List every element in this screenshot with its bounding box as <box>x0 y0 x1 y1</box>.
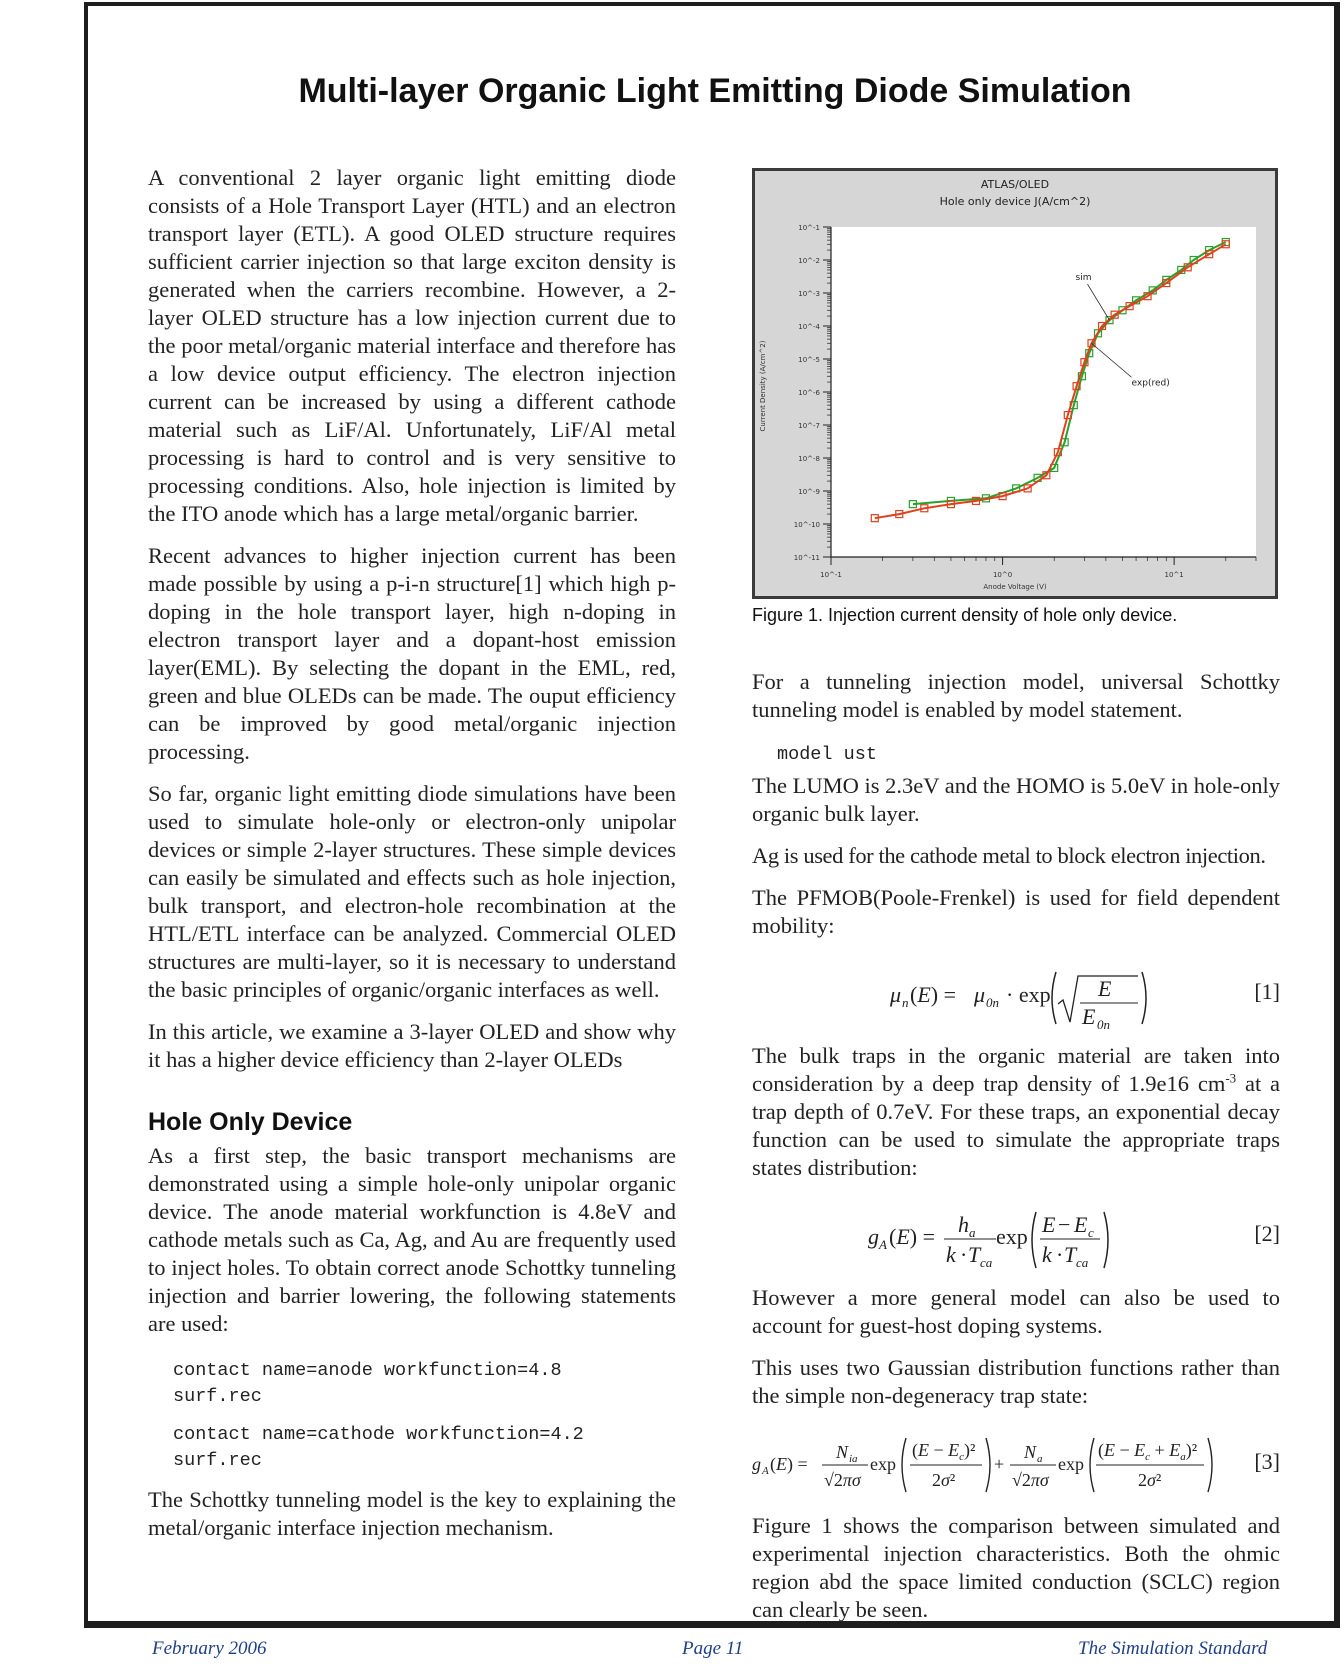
svg-text:N: N <box>836 1442 849 1462</box>
svg-text:N: N <box>1024 1442 1037 1462</box>
paragraph: As a first step, the basic transport mechanisms are demonstrated using a simple hole-only unipolar organic device. The anode material workfunction is 4.8eV and cathode metals such as Ca, Ag, and Au are frequently used to inject holes. To obtain correct anode Schottky tunneling injection and barrier lowering, the following statements are used: <box>148 1143 676 1336</box>
svg-text:·: · <box>960 1242 968 1267</box>
equation-number: [1] <box>1254 979 1280 1004</box>
paragraph: The LUMO is 2.3eV and the HOMO is 5.0eV in hole-only organic bulk layer. <box>752 773 1280 826</box>
svg-text:−: − <box>1058 1212 1071 1237</box>
paragraph: So far, organic light emitting diode simulations have been used to simulate hole-only or electron-only unipolar devices or simple 2-layer structures. These simple devices can easily be simulated and effects such as hole injection, bulk transport, and electron-hole recombination at the HTL/ETL interface can be analyzed. Commercial OLED structures are multi-layer, so it is necessary to understand the basic principles of organic/organic interfaces as well. <box>148 781 676 1002</box>
svg-text:(E) =: (E) = <box>889 1224 936 1249</box>
svg-text:ca: ca <box>1076 1255 1089 1270</box>
equation-1 <box>752 954 1280 1030</box>
text-span: at a trap depth of 0.7eV. For these traps, an exponential decay function can be used to simulate the appropriate traps states distribution: <box>752 1071 1280 1180</box>
svg-text:(E − Ec + Ea)²: $(E - E_c + E_a)^2$ <box>1098 1440 1198 1463</box>
svg-text:a: a <box>969 1225 976 1240</box>
svg-text:A: A <box>879 1237 887 1252</box>
y-tick-label: 10^-1 <box>798 224 820 232</box>
svg-text:μ: μ <box>974 982 986 1007</box>
left-column <box>148 164 676 1556</box>
svg-text:n: n <box>902 995 909 1010</box>
y-tick-label: 10^-2 <box>798 257 820 265</box>
paragraph: However a more general model can also be used to account for guest-host doping systems. <box>752 1285 1280 1338</box>
chart-svg <box>755 171 1275 596</box>
y-tick-label: 10^-10 <box>793 521 820 529</box>
equation-number: [2] <box>1254 1221 1280 1246</box>
paragraph: Ag is used for the cathode metal to block electron injection. <box>752 843 1266 868</box>
x-axis-label: Anode Voltage (V) <box>983 583 1047 591</box>
page-title: Multi-layer Organic Light Emitting Diode Simulation <box>298 72 1132 110</box>
svg-text:E: E <box>1098 976 1112 1001</box>
paragraph: The Schottky tunneling model is the key to explaining the metal/organic interface injection mechanism. <box>148 1487 676 1540</box>
footer-publication: The Simulation Standard <box>1078 1638 1268 1659</box>
y-tick-label: 10^-5 <box>798 356 820 364</box>
svg-text:T: T <box>968 1242 981 1267</box>
code-block: model ust <box>777 744 877 765</box>
paragraph: This uses two Gaussian distribution functions rather than the simple non-degeneracy trap state: <box>752 1355 1280 1408</box>
y-tick-label: 10^-3 <box>798 290 820 298</box>
equation-3-formula <box>752 1424 1252 1500</box>
svg-text:exp: exp <box>1058 1454 1084 1474</box>
y-tick-label: 10^-11 <box>793 554 820 562</box>
equation-3 <box>752 1424 1280 1500</box>
y-tick-label: 10^-7 <box>798 422 820 430</box>
equation-1-formula <box>752 954 1212 1030</box>
equation-number: [3] <box>1254 1449 1280 1474</box>
svg-text:A: A <box>762 1465 769 1477</box>
paragraph <box>752 1042 1280 1182</box>
svg-text:E: E <box>1082 1004 1096 1029</box>
code-block: contact name=anode workfunction=4.8 surf.rec <box>173 1360 562 1407</box>
chart-title: ATLAS/OLED <box>980 178 1050 191</box>
svg-text:0n: 0n <box>1097 1017 1110 1030</box>
paragraph: The PFMOB(Poole-Frenkel) is used for field dependent mobility: <box>752 885 1280 938</box>
svg-text:μ: μ <box>890 982 902 1007</box>
svg-text:g: g <box>868 1224 879 1249</box>
svg-text:0n: 0n <box>986 995 999 1010</box>
svg-text:(E) =: (E) = <box>770 1454 808 1474</box>
svg-text:E: E <box>1074 1212 1088 1237</box>
svg-text:(E − Ec)²: $(E - E_c)^2$ <box>912 1440 976 1463</box>
chart-subtitle: Hole only device J(A/cm^2) <box>939 195 1091 208</box>
equation-2-formula <box>752 1196 1212 1272</box>
exp-annotation: exp(red) <box>1131 378 1170 389</box>
code-block: contact name=cathode workfunction=4.2 surf.rec <box>173 1424 584 1471</box>
figure-caption: Figure 1. Injection current density of hole only device. <box>752 605 1178 625</box>
paragraph: Recent advances to higher injection current has been made possible by using a p-i-n structure[1] which high p-doping in the hole transport layer, high n-doping in electron transport layer and a dopant-host emission layer(EML). By selecting the dopant in the EML, red, green and blue OLEDs can be made. The ouput efficiency can be improved by good metal/organic injection processing. <box>148 543 676 764</box>
svg-text:√2πσ: √2πσ <box>1012 1470 1049 1490</box>
paragraph: A conventional 2 layer organic light emitting diode consists of a Hole Transport Layer (HTL) and an electron transport layer (ETL). A good OLED structure requires sufficient carrier injection so that large exciton density is generated when the carriers recombine. However, a 2-layer OLED structure has a low injection current due to the poor metal/organic material interface and therefore has a low device output efficiency. The electron injection current can be increased by using a different cathode material such as LiF/Al. Unfortunately, LiF/Al metal processing is hard to control and is very sensitive to processing conditions. Also, hole injection is limited by the ITO anode which has a large metal/organic barrier. <box>148 165 676 526</box>
plot-area <box>831 227 1256 557</box>
x-tick-label: 10^0 <box>992 571 1013 579</box>
svg-text:(E) =: (E) = <box>910 982 957 1007</box>
paragraph: In this article, we examine a 3-layer OLED and show why it has a higher device efficiency than 2-layer OLEDs <box>148 1019 676 1072</box>
svg-text:+: + <box>994 1454 1005 1474</box>
svg-text:h: h <box>958 1212 969 1237</box>
equation-2 <box>752 1196 1280 1272</box>
paragraph: Figure 1 shows the comparison between simulated and experimental injection characteristics. Both the ohmic region abd the space limited conduction (SCLC) region can clearly be seen. <box>752 1513 1280 1622</box>
svg-text:√2πσ: √2πσ <box>824 1470 861 1490</box>
x-tick-label: 10^-1 <box>820 571 842 579</box>
svg-text:g: g <box>752 1454 761 1474</box>
svg-text:· exp: · exp <box>1006 982 1051 1007</box>
svg-text:E: E <box>1042 1212 1056 1237</box>
paragraph: For a tunneling injection model, universal Schottky tunneling model is enabled by model statement. <box>752 669 1280 722</box>
svg-text:·: · <box>1056 1242 1064 1267</box>
svg-text:2σ²: 2σ² <box>1138 1470 1162 1490</box>
svg-text:ia: ia <box>849 1453 858 1465</box>
svg-text:exp: exp <box>870 1454 896 1474</box>
svg-text:exp: exp <box>996 1224 1028 1249</box>
svg-text:2σ²: 2σ² <box>932 1470 956 1490</box>
x-tick-label: 10^1 <box>1164 571 1184 579</box>
y-tick-label: 10^-8 <box>798 455 820 463</box>
section-heading: Hole Only Device <box>148 1108 353 1136</box>
svg-text:c: c <box>1088 1225 1094 1240</box>
footer-date: February 2006 <box>152 1638 267 1659</box>
y-tick-label: 10^-9 <box>798 488 820 496</box>
y-tick-label: 10^-4 <box>798 323 820 331</box>
sim-annotation: sim <box>1075 273 1092 284</box>
svg-text:ca: ca <box>980 1255 993 1270</box>
svg-text:a: a <box>1037 1453 1043 1465</box>
footer-page-number: Page 11 <box>682 1638 744 1659</box>
svg-text:k: k <box>1042 1242 1052 1267</box>
y-tick-label: 10^-6 <box>798 389 820 397</box>
superscript: -3 <box>1225 1070 1237 1086</box>
svg-text:T: T <box>1064 1242 1077 1267</box>
right-column <box>752 668 1280 1638</box>
y-axis-label: Current Density (A/cm^2) <box>759 340 767 432</box>
figure-1-chart <box>752 168 1278 599</box>
svg-text:k: k <box>946 1242 956 1267</box>
text-span: The bulk traps in the organic material are taken into consideration by a deep trap density of 1.9e16 cm <box>752 1043 1280 1096</box>
